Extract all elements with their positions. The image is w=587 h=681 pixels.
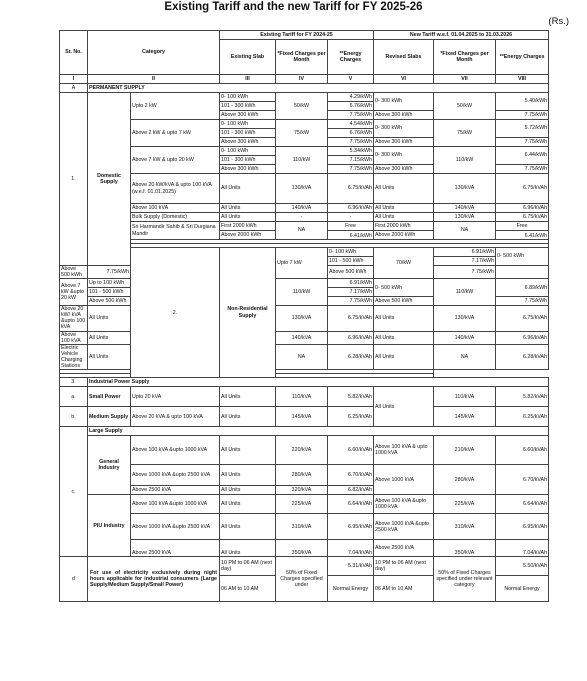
- slab: All Units: [220, 465, 276, 486]
- new-energy-charge: Normal Energy: [496, 576, 549, 602]
- slab: 101 - 300 kWh: [220, 129, 276, 138]
- slab: 101 - 300 kWh: [220, 102, 276, 111]
- slab: Above 300 kWh: [220, 165, 276, 174]
- revised-slab: 0- 300 kWh: [374, 93, 434, 111]
- new-fixed-charge: 280/kVA: [434, 465, 496, 495]
- currency-label: (Rs.): [548, 16, 569, 27]
- row-no: 2.: [131, 248, 220, 378]
- new-energy-charge: 6.60/kVAh: [496, 436, 549, 465]
- col-num: II: [88, 75, 220, 84]
- energy-charge: -: [328, 213, 374, 222]
- fixed-charge: 50/kW: [276, 93, 328, 120]
- header-sr-no: Sr. No.: [60, 31, 88, 75]
- header-energy: **Energy Charges: [328, 40, 374, 75]
- revised-slab: Above 300 kWh: [374, 111, 434, 120]
- revised-slab: All Units: [374, 306, 434, 331]
- header-new-group: New Tariff w.e.f. 01.04.2025 to 31.03.2026: [374, 31, 549, 40]
- energy-charge: 5.82/kVAh: [328, 387, 374, 407]
- slab: 0- 100 kWh: [220, 120, 276, 129]
- tariff-table: [59, 30, 549, 602]
- slab: 0- 100 kWh: [220, 147, 276, 156]
- slab: 0- 100 kWh: [328, 248, 374, 257]
- slab: 10 PM to 06 AM (next day): [220, 557, 276, 576]
- slab: All Units: [220, 540, 276, 557]
- energy-charge: Free: [328, 222, 374, 231]
- subcategory: Above 20 kW/ kVA &upto 100 kVA: [60, 306, 88, 331]
- energy-charge: 7.17/kWh: [328, 288, 374, 297]
- energy-charge: 7.04/kVAh: [328, 540, 374, 557]
- new-energy-charge: 7.75/kWh: [496, 165, 549, 174]
- header-existing-group: Existing Tariff for FY 2024-25: [220, 31, 374, 40]
- col-num: VII: [434, 75, 496, 84]
- revised-slab: All Units: [374, 331, 434, 344]
- new-fixed-charge: 130/kVA: [434, 306, 496, 331]
- col-num: VI: [374, 75, 434, 84]
- revised-slab: All Units: [374, 204, 434, 213]
- col-num: VIII: [496, 75, 549, 84]
- slab: All Units: [88, 306, 131, 331]
- new-energy-charge: 7.75/kWh: [496, 297, 549, 306]
- energy-charge: 6.96/kVAh: [328, 204, 374, 213]
- new-energy-charge: 6.70/kVAh: [496, 465, 549, 495]
- subcategory: Upto 2 kW: [131, 93, 220, 120]
- energy-charge: 6.95/kVAh: [328, 514, 374, 540]
- revised-slab: Above 500 kWh: [328, 266, 374, 279]
- section-title: Industrial Power Supply: [88, 378, 549, 387]
- energy-charge: 6.60/kVAh: [328, 436, 374, 465]
- revised-slab: 06 AM to 10 AM: [374, 576, 434, 602]
- slab: All Units: [220, 495, 276, 514]
- energy-charge: 4.54/kWh: [328, 120, 374, 129]
- col-num: I: [60, 75, 88, 84]
- new-energy-charge: 5.50/kVAh: [496, 557, 549, 576]
- subcategory: Bulk Supply (Domestic): [131, 213, 220, 222]
- subcategory: Above 100 kVA &upto 1000 kVA: [131, 436, 220, 465]
- revised-slab: Above 300 kWh: [374, 138, 434, 147]
- header-new-energy: **Energy Charges: [496, 40, 549, 75]
- subcategory: Upto 7 kW: [276, 248, 328, 279]
- col-num: IV: [276, 75, 328, 84]
- new-energy-charge: 7.04/kVAh: [496, 540, 549, 557]
- fixed-charge: 220/kVA: [276, 436, 328, 465]
- new-energy-charge: 6.41/kWh: [496, 231, 549, 240]
- energy-charge: 6.82/kVAh: [328, 486, 374, 495]
- subcategory: Sri Harmandir Sahib & Sri Durgiana Mandir: [131, 222, 220, 240]
- new-energy-charge: 6.25/kVAh: [496, 407, 549, 427]
- energy-charge: 6.91/kWh: [434, 248, 496, 257]
- revised-slab: Above 2000 kWh: [374, 231, 434, 240]
- category-nonres: Non-Residential Supply: [220, 248, 276, 378]
- energy-charge: 7.75/kWh: [328, 111, 374, 120]
- energy-charge: 5.31/kVAh: [328, 557, 374, 576]
- fixed-charge: 140/kVA: [276, 331, 328, 344]
- energy-charge: Normal Energy: [328, 576, 374, 602]
- section-title: PERMANENT SUPPLY: [88, 84, 549, 93]
- category-small-power: Small Power: [88, 387, 131, 407]
- energy-charge: 6.76/kWh: [328, 129, 374, 138]
- subcategory: Above 100 kVA: [60, 331, 88, 344]
- col-num: V: [328, 75, 374, 84]
- energy-charge: 6.96/kVAh: [328, 331, 374, 344]
- slab: All Units: [88, 344, 131, 369]
- new-fixed-charge: 145/kVA: [434, 407, 496, 427]
- new-fixed-charge: 310/kVA: [434, 514, 496, 540]
- revised-slab: Above 100 kVA &upto 1000 kVA: [374, 495, 434, 514]
- energy-charge: 6.70/kVAh: [328, 465, 374, 486]
- revised-slab: Above 100 kVA & upto 1000 kVA: [374, 436, 434, 465]
- slab: Up to 100 kWh: [88, 279, 131, 288]
- fixed-charge: 350/kVA: [276, 540, 328, 557]
- new-energy-charge: 6.75/kVAh: [496, 174, 549, 204]
- subcategory: Above 2500 kVA: [131, 540, 220, 557]
- new-fixed-charge: 140/kVA: [434, 331, 496, 344]
- new-fixed-charge: 110/kVA: [434, 387, 496, 407]
- energy-charge: 6.28/kVAh: [328, 344, 374, 369]
- new-fixed-charge: 130/kVA: [434, 174, 496, 204]
- new-energy-charge: 7.75/kWh: [496, 111, 549, 120]
- revised-slab: 0- 500 kWh: [496, 248, 549, 266]
- header-new-fixed: *Fixed Charges per Month: [434, 40, 496, 75]
- new-energy-charge: 6.95/kVAh: [496, 514, 549, 540]
- fixed-charge: 310/kVA: [276, 514, 328, 540]
- fixed-charge: 50% of Fixed Charges specified under: [276, 557, 328, 602]
- slab: 06 AM to 10 AM: [220, 576, 276, 602]
- new-fixed-charge: 110/kW: [434, 147, 496, 174]
- subcategory: Above 7 kW &upto 20 kW: [60, 279, 88, 306]
- slab: All Units: [220, 514, 276, 540]
- energy-charge: 5.34/kWh: [328, 147, 374, 156]
- slab: All Units: [220, 213, 276, 222]
- slab: 0- 100 kWh: [220, 93, 276, 102]
- slab: All Units: [220, 387, 276, 407]
- revised-slab: Above 1000 kVA: [374, 465, 434, 495]
- slab: 101 - 500 kWh: [328, 257, 374, 266]
- revised-slab: Above 1000 kVA &upto 2500 kVA: [374, 514, 434, 540]
- new-fixed-charge: 140/kVA: [434, 204, 496, 213]
- category-piu-industry: PIU Industry: [88, 495, 131, 557]
- energy-charge: 6.91/kWh: [328, 279, 374, 288]
- slab: All Units: [220, 436, 276, 465]
- revised-slab: Above 500 kWh: [374, 297, 434, 306]
- revised-slab: 0- 300 kWh: [374, 120, 434, 138]
- fixed-charge: 70/kW: [374, 248, 434, 279]
- fixed-charge: 225/kVA: [276, 495, 328, 514]
- new-energy-charge: 6.96/kVAh: [496, 204, 549, 213]
- slab: Above 300 kWh: [220, 138, 276, 147]
- energy-charge: 6.64/kVAh: [328, 495, 374, 514]
- new-fixed-charge: NA: [434, 344, 496, 369]
- energy-charge: 7.75/kWh: [328, 297, 374, 306]
- new-energy-charge: 6.64/kVAh: [496, 495, 549, 514]
- section-no: A: [60, 84, 88, 93]
- row-no: a.: [60, 387, 88, 407]
- new-fixed-charge: 50/kW: [434, 93, 496, 120]
- energy-charge: 7.15/kWh: [328, 156, 374, 165]
- slab: All Units: [88, 331, 131, 344]
- row-no: b.: [60, 407, 88, 427]
- slab: Above 300 kWh: [220, 111, 276, 120]
- category-medium-supply: Medium Supply: [88, 407, 131, 427]
- energy-charge: 6.76/kWh: [328, 102, 374, 111]
- energy-charge: 4.29/kWh: [328, 93, 374, 102]
- revised-slab: Above 300 kWh: [374, 165, 434, 174]
- header-existing-slab: Existing Slab: [220, 40, 276, 75]
- fixed-charge: 75/kW: [276, 120, 328, 147]
- energy-charge: 6.75/kVAh: [328, 174, 374, 204]
- revised-slab: All Units: [374, 174, 434, 204]
- slab: First 2000 kWh: [220, 222, 276, 231]
- fixed-charge: 110/kW: [276, 147, 328, 174]
- row-no: c.: [60, 427, 88, 557]
- row-no: d: [60, 557, 88, 602]
- header-category: Category: [88, 31, 220, 75]
- subcategory: Electric Vehicle Charging Stations: [60, 344, 88, 369]
- energy-charge: 7.17/kWh: [434, 257, 496, 266]
- new-energy-charge: 6.75/kVAh: [496, 306, 549, 331]
- new-energy-charge: 7.75/kWh: [434, 266, 496, 279]
- fixed-charge: 110/kW: [276, 279, 328, 306]
- new-energy-charge: 5.82/kVAh: [496, 387, 549, 407]
- category-general-industry: General Industry: [88, 436, 131, 495]
- revised-slab: 0- 300 kWh: [374, 147, 434, 165]
- revised-slab: All Units: [374, 387, 434, 427]
- new-fixed-charge: 130/kVA: [434, 213, 496, 222]
- new-energy-charge: 6.28/kVAh: [496, 344, 549, 369]
- energy-charge: 7.75/kWh: [88, 266, 131, 279]
- fixed-charge: 140/kVA: [276, 204, 328, 213]
- col-num: III: [220, 75, 276, 84]
- new-energy-charge: Free: [496, 222, 549, 231]
- row-no: 1.: [60, 93, 88, 266]
- new-energy-charge: 5.40/kWh: [496, 93, 549, 111]
- night-category: For use of electricity exclusively during night hours applicable for industrial consumers (Large Supply/Medium Supply/Small Power): [88, 557, 220, 602]
- subcategory: Above 20 kW/kVA & upto 100 kVA (w.e.f. 01.01.2025): [131, 174, 220, 204]
- subcategory: Above 100 kVA &upto 1000 kVA: [131, 495, 220, 514]
- new-fixed-charge: 225/kVA: [434, 495, 496, 514]
- new-fixed-charge: 75/kW: [434, 120, 496, 147]
- revised-slab: 0- 500 kWh: [374, 279, 434, 297]
- energy-charge: 6.41/kWh: [328, 231, 374, 240]
- revised-slab: All Units: [374, 344, 434, 369]
- category-large-supply: Large Supply: [88, 427, 549, 436]
- fixed-charge: 280/kVA: [276, 465, 328, 486]
- fixed-charge: NA: [276, 344, 328, 369]
- slab: All Units: [220, 204, 276, 213]
- subcategory: Upto 20 kVA: [131, 387, 220, 407]
- fixed-charge: 130/kVA: [276, 174, 328, 204]
- subcategory: Above 1000 kVA &upto 2500 kVA: [131, 465, 220, 486]
- new-energy-charge: 7.75/kWh: [496, 138, 549, 147]
- fixed-charge: -: [276, 213, 328, 222]
- energy-charge: 6.75/kVAh: [328, 306, 374, 331]
- fixed-charge: 130/kVA: [276, 306, 328, 331]
- row-no: 3.: [60, 378, 88, 387]
- slab: All Units: [220, 174, 276, 204]
- slab: Above 500 kWh: [60, 266, 88, 279]
- revised-slab: 10 PM to 06 AM (next day): [374, 557, 434, 576]
- subcategory: Above 100 kVA: [131, 204, 220, 213]
- revised-slab: First 2000 kWh: [374, 222, 434, 231]
- new-fixed-charge: 110/kW: [434, 279, 496, 306]
- slab: 101 - 500 kWh: [88, 288, 131, 297]
- new-energy-charge: 6.75/kVAh: [496, 213, 549, 222]
- slab: Above 2000 kWh: [220, 231, 276, 240]
- energy-charge: 6.25/kVAh: [328, 407, 374, 427]
- header-fixed: *Fixed Charges per Month: [276, 40, 328, 75]
- slab: Above 500 kWh: [88, 297, 131, 306]
- subcategory: Above 1000 kVA &upto 2500 kVA: [131, 514, 220, 540]
- slab: 101 - 300 kWh: [220, 156, 276, 165]
- new-fixed-charge: 50% of Fixed Charges specified under relevant category: [434, 557, 496, 602]
- subcategory: Above 2500 kVA: [131, 486, 220, 495]
- subcategory: Above 20 kVA & upto 100 kVA: [131, 407, 220, 427]
- revised-slab: All Units: [374, 213, 434, 222]
- slab: All Units: [220, 486, 276, 495]
- subcategory: Above 7 kW & upto 20 kW: [131, 147, 220, 174]
- revised-slab: Above 2500 kVA: [374, 540, 434, 557]
- new-energy-charge: 6.89/kWh: [496, 279, 549, 297]
- energy-charge: 7.75/kWh: [328, 165, 374, 174]
- subcategory: Above 2 kW & upto 7 kW: [131, 120, 220, 147]
- new-energy-charge: 6.44/kWh: [496, 147, 549, 165]
- fixed-charge: NA: [276, 222, 328, 240]
- header-revised-slabs: Revised Slabs: [374, 40, 434, 75]
- fixed-charge: 110/kVA: [276, 387, 328, 407]
- fixed-charge: 320/kVA: [276, 486, 328, 495]
- new-energy-charge: 5.72/kWh: [496, 120, 549, 138]
- new-fixed-charge: 210/kVA: [434, 436, 496, 465]
- new-fixed-charge: 350/kVA: [434, 540, 496, 557]
- fixed-charge: 145/kVA: [276, 407, 328, 427]
- energy-charge: 7.75/kWh: [328, 138, 374, 147]
- new-fixed-charge: NA: [434, 222, 496, 240]
- page-title: Existing Tariff and the new Tariff for FY 2025-26: [164, 1, 423, 13]
- new-energy-charge: 6.96/kVAh: [496, 331, 549, 344]
- slab: All Units: [220, 407, 276, 427]
- category-domestic: Domestic Supply: [88, 93, 131, 266]
